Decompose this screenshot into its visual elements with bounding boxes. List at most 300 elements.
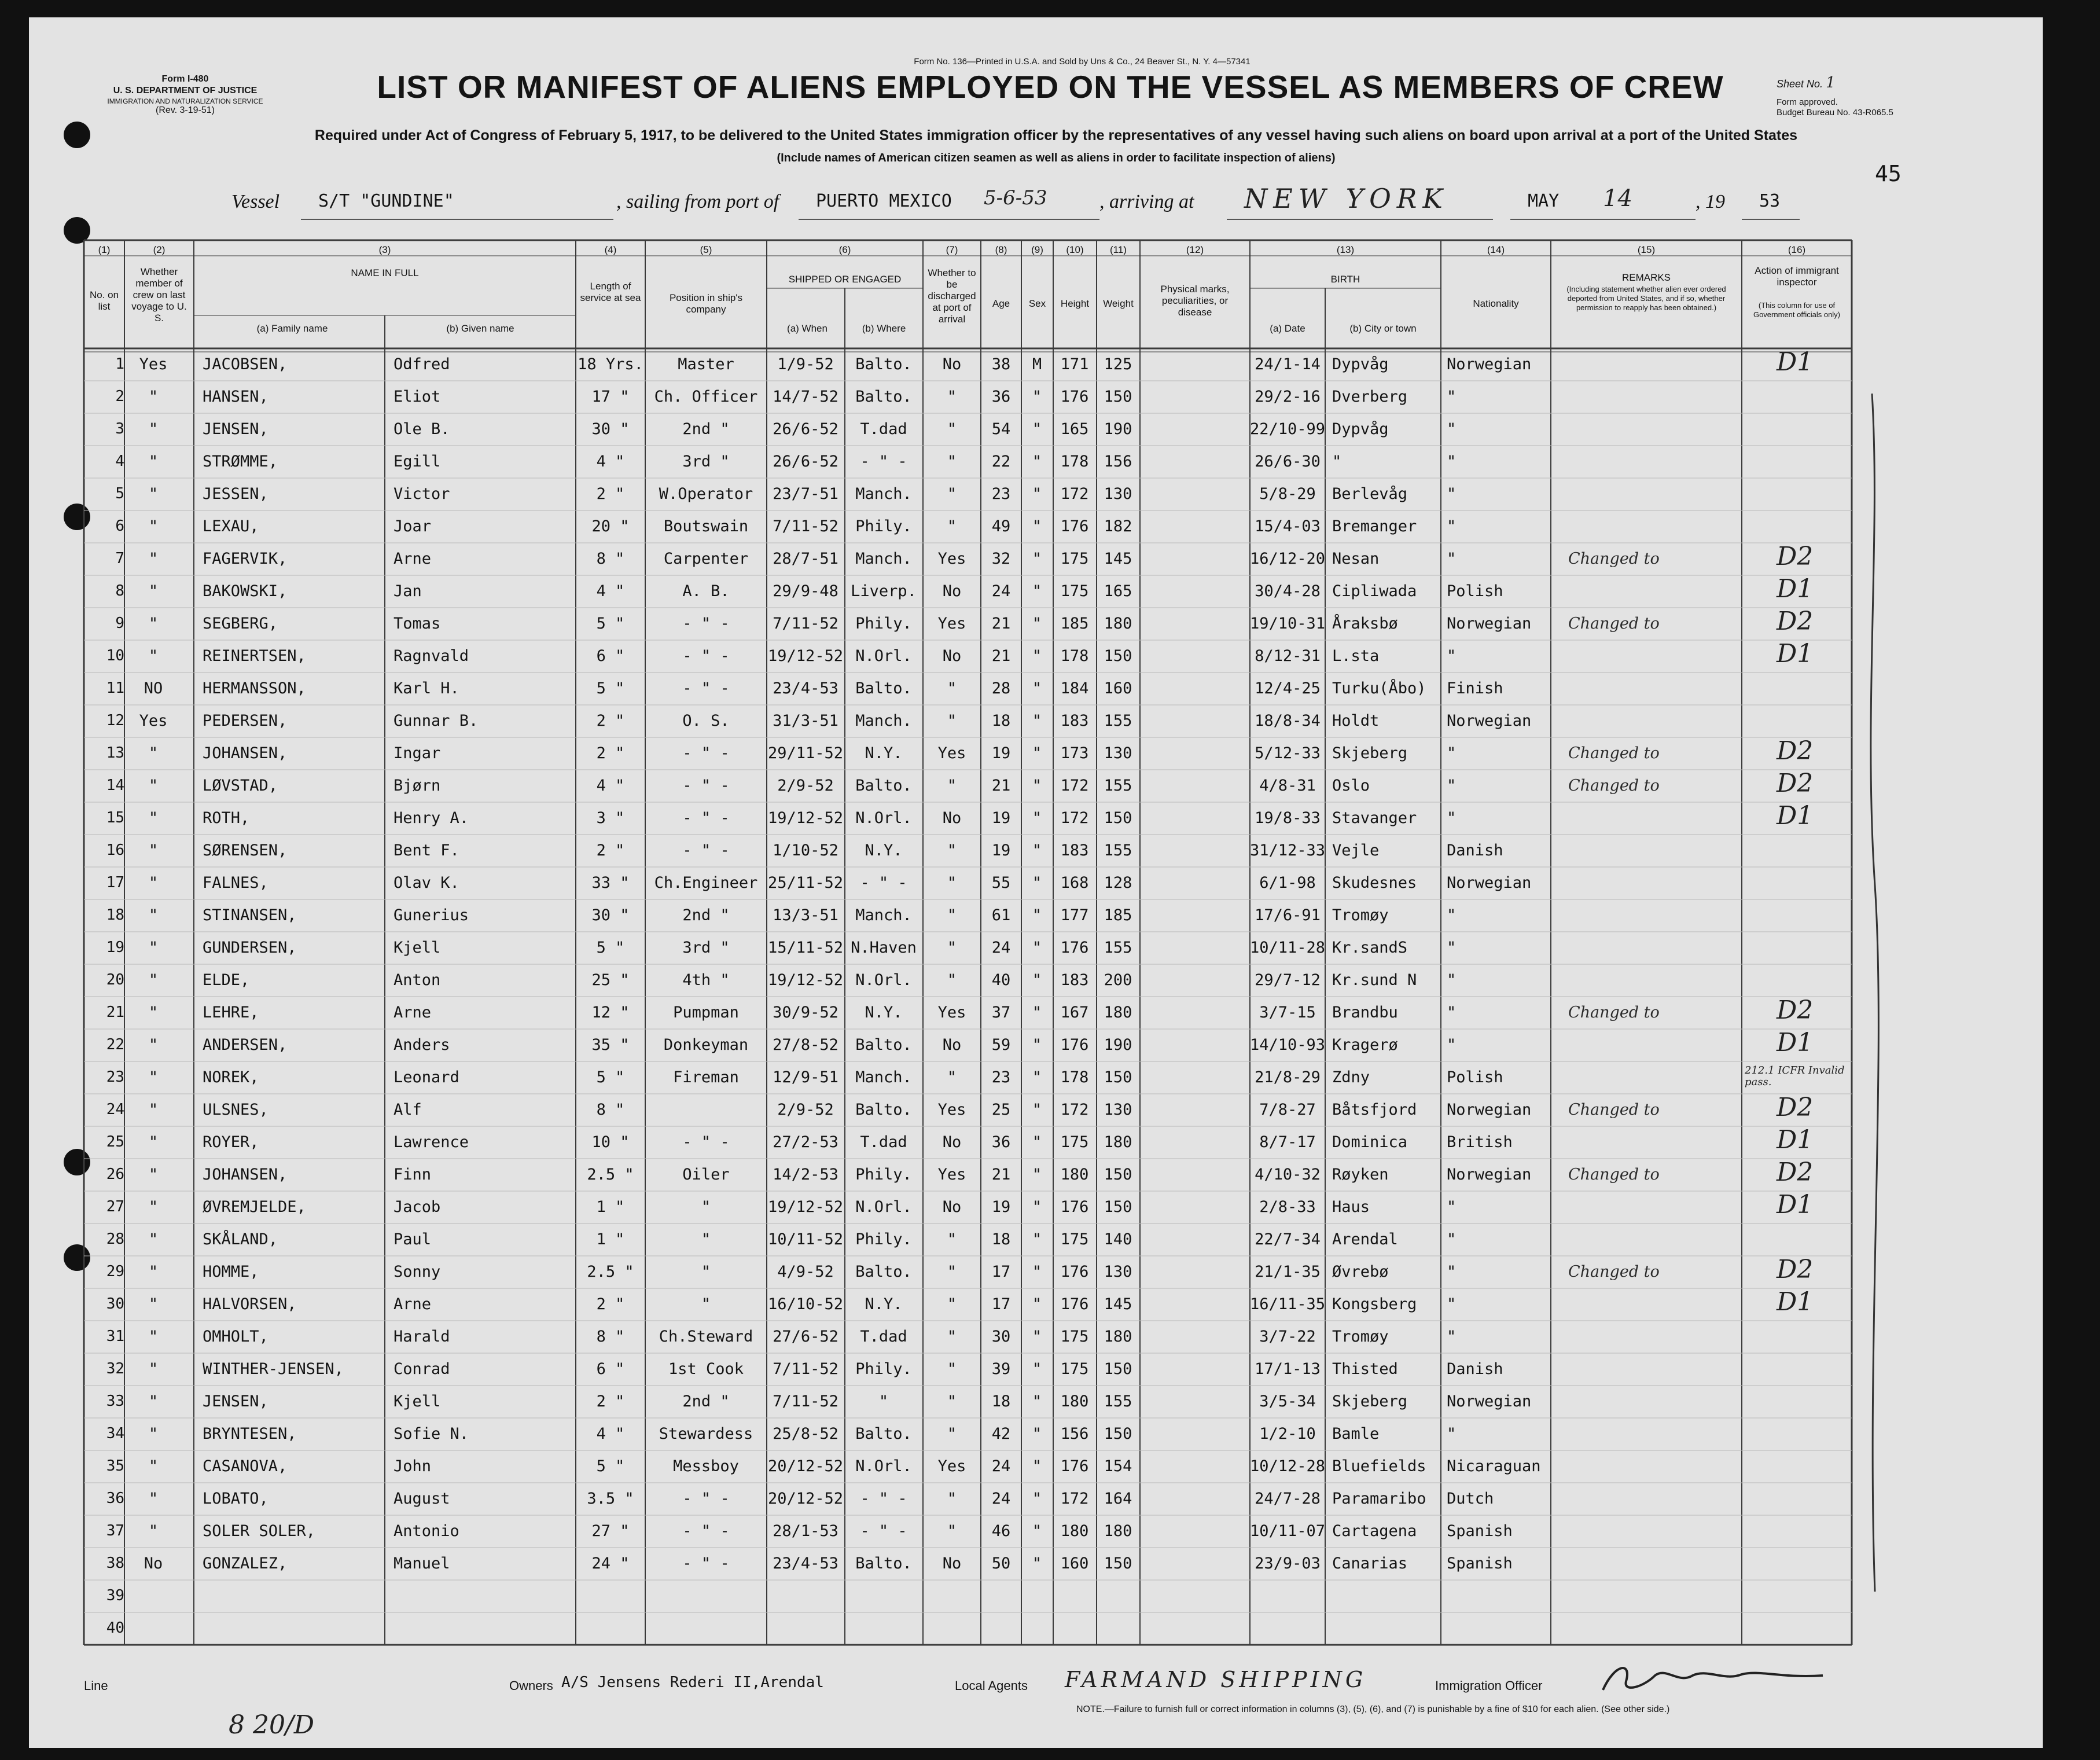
footer-officer-label: Immigration Officer [1435, 1678, 1543, 1693]
cell-sex: " [1032, 388, 1042, 406]
cell-when: 20/12-52 [767, 1457, 844, 1475]
cell-prev: " [148, 971, 159, 989]
cell-nat: Spanish [1447, 1555, 1513, 1572]
header-family-name: (a) Family name [256, 323, 328, 334]
cell-service: 4 " [596, 453, 625, 471]
cell-height: 175 [1060, 1328, 1089, 1346]
cell-when: 7/11-52 [773, 517, 838, 535]
cell-action: D1 [1777, 1028, 1814, 1057]
cell-weight: 125 [1104, 355, 1132, 373]
cell-where: N.Y. [865, 1295, 903, 1313]
cell-given: Tomas [393, 615, 441, 633]
cell-sex: " [1032, 1198, 1042, 1216]
cell-position: Ch.Steward [659, 1328, 753, 1346]
cell-bcity: Kr.sund N [1332, 971, 1417, 989]
col-num-6: (6) [838, 244, 851, 255]
arrival-year: 53 [1759, 191, 1781, 211]
cell-service: 18 Yrs. [578, 355, 643, 373]
row-number: 39 [106, 1587, 124, 1604]
cell-given: Harald [393, 1328, 450, 1346]
cell-service: 5 " [596, 1457, 625, 1475]
cell-remark: Changed to [1568, 1101, 1660, 1119]
cell-bdate: 6/1-98 [1259, 874, 1316, 892]
cell-sex: " [1032, 906, 1042, 924]
row-number: 36 [106, 1490, 124, 1507]
cell-age: 37 [991, 1004, 1011, 1022]
cell-nat: " [1447, 809, 1457, 827]
cell-given: Joar [393, 517, 432, 535]
cell-disch: Yes [937, 1166, 966, 1184]
cell-position: - " - [682, 615, 730, 633]
cell-weight: 155 [1104, 842, 1132, 859]
cell-age: 19 [991, 744, 1011, 762]
row-number: 27 [106, 1198, 124, 1215]
cell-prev: " [148, 1425, 159, 1443]
row-number: 19 [106, 939, 124, 956]
row-number: 25 [106, 1133, 124, 1151]
cell-bdate: 7/8-27 [1259, 1101, 1316, 1119]
cell-action: D2 [1777, 1093, 1814, 1122]
cell-given: Karl H. [393, 679, 459, 697]
cell-nat: " [1447, 1230, 1457, 1248]
cell-bcity: Røyken [1332, 1166, 1389, 1184]
cell-age: 23 [991, 485, 1011, 503]
cell-height: 180 [1060, 1166, 1089, 1184]
cell-action: D2 [1777, 769, 1814, 798]
cell-bdate: 8/7-17 [1259, 1133, 1316, 1151]
cell-weight: 150 [1104, 388, 1132, 406]
row-number: 4 [115, 453, 124, 470]
cell-age: 21 [991, 647, 1011, 665]
cell-weight: 150 [1104, 647, 1132, 665]
cell-age: 18 [991, 1392, 1011, 1410]
cell-when: 27/8-52 [773, 1036, 838, 1054]
cell-bdate: 1/2-10 [1259, 1425, 1316, 1443]
cell-bcity: Dominica [1332, 1133, 1408, 1151]
col-num-4: (4) [604, 244, 617, 255]
col-num-8: (8) [995, 244, 1007, 255]
cell-family: STINANSEN, [203, 906, 297, 924]
cell-service: 1 " [596, 1230, 625, 1248]
cell-where: - " - [860, 453, 907, 471]
row-number: 10 [106, 647, 124, 664]
cell-prev: Yes [139, 712, 168, 730]
cell-given: Sonny [393, 1263, 441, 1281]
cell-disch: " [947, 906, 957, 924]
cell-prev: NO [144, 679, 163, 697]
cell-where: - " - [860, 874, 907, 892]
cell-nat: " [1447, 777, 1457, 795]
cell-service: 2.5 " [587, 1166, 634, 1184]
cell-when: 2/9-52 [777, 1101, 834, 1119]
cell-where: Manch. [855, 485, 912, 503]
cell-when: 27/6-52 [773, 1328, 838, 1346]
footer-agents-label: Local Agents [955, 1678, 1028, 1693]
cell-where: Balto. [855, 679, 912, 697]
cell-service: 2 " [596, 1295, 625, 1313]
row-number: 2 [115, 388, 124, 405]
cell-action: D2 [1777, 607, 1814, 636]
row-number: 12 [106, 712, 124, 729]
header-no-on-list: No. on list [89, 289, 119, 312]
cell-where: N.Orl. [855, 971, 912, 989]
cell-height: 175 [1060, 582, 1089, 600]
cell-given: Finn [393, 1166, 432, 1184]
header-remarks: REMARKS [1621, 272, 1671, 283]
cell-family: JOHANSEN, [203, 744, 288, 762]
cell-given: Kjell [393, 939, 441, 957]
cell-position: - " - [682, 744, 730, 762]
cell-weight: 180 [1104, 615, 1132, 633]
cell-disch: " [947, 1392, 957, 1410]
cell-where: Balto. [855, 1263, 912, 1281]
col-num-7: (7) [946, 244, 958, 255]
cell-disch: Yes [937, 744, 966, 762]
cell-weight: 150 [1104, 1068, 1132, 1086]
cell-when: 1/9-52 [777, 355, 834, 373]
cell-family: ULSNES, [203, 1101, 269, 1119]
cell-weight: 156 [1104, 453, 1132, 471]
row-number: 32 [106, 1360, 124, 1377]
cell-remark: Changed to [1568, 1263, 1660, 1281]
cell-nat: " [1447, 1295, 1457, 1313]
cell-prev: " [148, 517, 159, 535]
header-where: (b) Where [862, 323, 906, 334]
cell-nat: Norwegian [1447, 874, 1532, 892]
cell-bcity: Tromøy [1332, 906, 1389, 924]
cell-age: 40 [991, 971, 1011, 989]
cell-age: 54 [991, 420, 1011, 438]
row-number: 28 [106, 1230, 124, 1248]
cell-service: 5 " [596, 615, 625, 633]
cell-sex: " [1032, 1490, 1042, 1508]
cell-bcity: Thisted [1332, 1360, 1398, 1378]
cell-prev: " [148, 420, 159, 438]
printer-line: Form No. 136—Printed in U.S.A. and Sold by Uns & Co., 24 Beaver St., N. Y. 4—57341 [914, 57, 1251, 67]
cell-family: LOBATO, [203, 1490, 269, 1508]
row-number: 24 [106, 1101, 124, 1118]
cell-nat: Polish [1447, 582, 1503, 600]
cell-age: 24 [991, 1490, 1011, 1508]
col-num-11: (11) [1110, 244, 1127, 255]
row-number: 13 [106, 744, 124, 762]
cell-position: Ch. Officer [654, 388, 758, 406]
header-shipped: SHIPPED OR ENGAGED [788, 274, 902, 285]
cell-family: HANSEN, [203, 388, 269, 406]
header-length-service: Length of service at sea [580, 281, 641, 303]
row-number: 22 [106, 1036, 124, 1053]
cell-nat: Polish [1447, 1068, 1503, 1086]
cell-weight: 180 [1104, 1522, 1132, 1540]
form-revision: (Rev. 3-19-51) [156, 105, 215, 115]
row-number: 11 [106, 679, 124, 697]
cell-service: 25 " [591, 971, 630, 989]
cell-bcity: Bamle [1332, 1425, 1380, 1443]
cell-height: 176 [1060, 388, 1089, 406]
cell-position: - " - [682, 842, 730, 859]
cell-service: 2 " [596, 744, 625, 762]
cell-when: 23/4-53 [773, 679, 838, 697]
cell-bdate: 23/9-03 [1255, 1555, 1321, 1572]
cell-prev: No [144, 1555, 163, 1572]
cell-action: D1 [1777, 1125, 1814, 1155]
cell-prev: " [148, 1101, 159, 1119]
cell-disch: " [947, 1522, 957, 1540]
cell-disch: " [947, 971, 957, 989]
cell-position: Master [678, 355, 734, 373]
row-number: 16 [106, 842, 124, 859]
cell-bcity: Bremanger [1332, 517, 1417, 535]
cell-given: Olav K. [393, 874, 459, 892]
cell-sex: " [1032, 550, 1042, 568]
row-number: 26 [106, 1166, 124, 1183]
cell-where: Phily. [855, 1230, 912, 1248]
cell-nat: " [1447, 1328, 1457, 1346]
cell-family: JOHANSEN, [203, 1166, 288, 1184]
col-num-14: (14) [1487, 244, 1505, 255]
cell-service: 6 " [596, 1360, 625, 1378]
cell-weight: 130 [1104, 1263, 1132, 1281]
cell-service: 35 " [591, 1036, 630, 1054]
cell-bcity: Haus [1332, 1198, 1370, 1216]
cell-height: 176 [1060, 1457, 1089, 1475]
cell-position: - " - [682, 1522, 730, 1540]
cell-position: 3rd " [682, 939, 730, 957]
cell-weight: 145 [1104, 1295, 1132, 1313]
cell-service: 3 " [596, 809, 625, 827]
cell-age: 21 [991, 1166, 1011, 1184]
cell-when: 26/6-52 [773, 453, 838, 471]
cell-bdate: 19/10-31 [1249, 615, 1326, 633]
cell-given: Arne [393, 1004, 432, 1022]
cell-nat: " [1447, 1198, 1457, 1216]
cell-bcity: Skudesnes [1332, 874, 1417, 892]
cell-family: ANDERSEN, [203, 1036, 288, 1054]
cell-weight: 182 [1104, 517, 1132, 535]
cell-family: OMHOLT, [203, 1328, 269, 1346]
cell-age: 30 [991, 1328, 1011, 1346]
cell-family: JACOBSEN, [203, 355, 288, 373]
cell-weight: 155 [1104, 1392, 1132, 1410]
cell-bdate: 10/11-28 [1249, 939, 1326, 957]
cell-when: 19/12-52 [767, 809, 844, 827]
cell-sex: " [1032, 1522, 1042, 1540]
cell-position: O. S. [682, 712, 730, 730]
cell-family: LØVSTAD, [203, 777, 278, 795]
header-discharged: Whether to be discharged at port of arrival [928, 267, 976, 325]
cell-bcity: Kongsberg [1332, 1295, 1417, 1313]
cell-sex: " [1032, 485, 1042, 503]
row-number: 5 [115, 485, 124, 502]
cell-given: Arne [393, 550, 432, 568]
cell-prev: " [148, 1457, 159, 1475]
cell-height: 183 [1060, 971, 1089, 989]
cell-prev: " [148, 1490, 159, 1508]
cell-disch: " [947, 712, 957, 730]
cell-weight: 140 [1104, 1230, 1132, 1248]
header-remarks-note: (Including statement whether alien ever ordered deported from United States, and if so, whether permission to reapply has been obtained.) [1566, 285, 1726, 312]
header-sex: Sex [1028, 298, 1046, 309]
cell-age: 19 [991, 842, 1011, 859]
cell-when: 23/7-51 [773, 485, 838, 503]
cell-when: 29/11-52 [767, 744, 844, 762]
cell-family: CASANOVA, [203, 1457, 288, 1475]
cell-nat: " [1447, 485, 1457, 503]
cell-position: A. B. [682, 582, 730, 600]
cell-position: - " - [682, 1490, 730, 1508]
cell-nat: Norwegian [1447, 1101, 1532, 1119]
cell-family: GONZALEZ, [203, 1555, 288, 1572]
sailing-label: , sailing from port of [616, 191, 779, 212]
row-number: 18 [106, 906, 124, 924]
cell-service: 8 " [596, 1101, 625, 1119]
cell-remark: Changed to [1568, 777, 1660, 795]
cell-sex: " [1032, 874, 1042, 892]
cell-sex: " [1032, 647, 1042, 665]
cell-weight: 164 [1104, 1490, 1132, 1508]
row-number: 14 [106, 777, 124, 794]
cell-when: 7/11-52 [773, 1360, 838, 1378]
cell-given: Egill [393, 453, 441, 471]
cell-disch: " [947, 679, 957, 697]
cell-where: - " - [860, 1522, 907, 1540]
col-num-9: (9) [1031, 244, 1043, 255]
cell-disch: No [942, 809, 962, 827]
cell-age: 25 [991, 1101, 1011, 1119]
cell-bcity: Cipliwada [1332, 582, 1417, 600]
cell-height: 183 [1060, 842, 1089, 859]
cell-weight: 150 [1104, 1198, 1132, 1216]
cell-nat: British [1447, 1133, 1513, 1151]
cell-when: 25/11-52 [767, 874, 844, 892]
cell-position: 2nd " [682, 420, 730, 438]
cell-family: FAGERVIK, [203, 550, 288, 568]
cell-sex: " [1032, 939, 1042, 957]
cell-prev: " [148, 485, 159, 503]
cell-family: GUNDERSEN, [203, 939, 297, 957]
cell-prev: " [148, 615, 159, 633]
cell-weight: 180 [1104, 1133, 1132, 1151]
cell-family: SØRENSEN, [203, 842, 288, 859]
cell-position: - " - [682, 679, 730, 697]
cell-age: 24 [991, 939, 1011, 957]
cell-where: Phily. [855, 517, 912, 535]
cell-sex: " [1032, 1295, 1042, 1313]
cell-disch: " [947, 1068, 957, 1086]
cell-given: Anders [393, 1036, 450, 1054]
cell-prev: " [148, 1360, 159, 1378]
cell-service: 5 " [596, 679, 625, 697]
cell-service: 30 " [591, 906, 630, 924]
cell-service: 20 " [591, 517, 630, 535]
row-number: 6 [115, 517, 124, 535]
cell-where: T.dad [860, 1328, 907, 1346]
cell-height: 184 [1060, 679, 1089, 697]
cell-sex: " [1032, 1230, 1042, 1248]
cell-sex: " [1032, 1392, 1042, 1410]
cell-bcity: Zdny [1332, 1068, 1370, 1086]
cell-family: ROYER, [203, 1133, 259, 1151]
cell-where: T.dad [860, 420, 907, 438]
cell-nat: " [1447, 1263, 1457, 1281]
cell-when: 28/7-51 [773, 550, 838, 568]
cell-position: W.Operator [659, 485, 753, 503]
cell-position: - " - [682, 647, 730, 665]
cell-nat: " [1447, 939, 1457, 957]
cell-when: 29/9-48 [773, 582, 838, 600]
vessel-label: Vessel [231, 191, 280, 212]
cell-weight: 150 [1104, 809, 1132, 827]
cell-nat: Danish [1447, 1360, 1503, 1378]
cell-nat: " [1447, 420, 1457, 438]
vessel-value: S/T "GUNDINE" [318, 191, 454, 211]
cell-sex: " [1032, 744, 1042, 762]
cell-given: Ingar [393, 744, 441, 762]
cell-action: D2 [1777, 542, 1814, 571]
cell-sex: " [1032, 1425, 1042, 1443]
cell-bdate: 16/12-20 [1249, 550, 1326, 568]
cell-height: 180 [1060, 1392, 1089, 1410]
cell-bdate: 3/5-34 [1259, 1392, 1316, 1410]
row-number: 1 [115, 355, 124, 373]
cell-prev: " [148, 550, 159, 568]
cell-family: ROTH, [203, 809, 250, 827]
cell-when: 23/4-53 [773, 1555, 838, 1572]
cell-bdate: 21/1-35 [1255, 1263, 1321, 1281]
cell-height: 176 [1060, 939, 1089, 957]
include-note: (Include names of American citizen seamen as well as aliens in order to facilitate inspection of aliens) [777, 152, 1336, 164]
cell-bdate: 29/2-16 [1255, 388, 1321, 406]
cell-action: D1 [1777, 574, 1814, 604]
cell-bdate: 8/12-31 [1255, 647, 1321, 665]
cell-disch: " [947, 453, 957, 471]
cell-given: Anton [393, 971, 441, 989]
cell-weight: 185 [1104, 906, 1132, 924]
cell-given: Paul [393, 1230, 432, 1248]
cell-position: 2nd " [682, 1392, 730, 1410]
cell-bdate: 5/8-29 [1259, 485, 1316, 503]
header-birth: BIRTH [1330, 274, 1360, 285]
cell-height: 175 [1060, 1360, 1089, 1378]
cell-family: HOMME, [203, 1263, 259, 1281]
cell-given: Bent F. [393, 842, 459, 859]
row-number: 3 [115, 420, 124, 438]
cell-age: 17 [991, 1263, 1011, 1281]
cell-bdate: 24/7-28 [1255, 1490, 1321, 1508]
cell-given: Sofie N. [393, 1425, 469, 1443]
header-when: (a) When [787, 323, 828, 334]
cell-family: SKÅLAND, [203, 1230, 278, 1248]
cell-service: 17 " [591, 388, 630, 406]
cell-bdate: 3/7-15 [1259, 1004, 1316, 1022]
cell-bdate: 30/4-28 [1255, 582, 1321, 600]
cell-nat: Nicaraguan [1447, 1457, 1541, 1475]
cell-disch: No [942, 355, 962, 373]
cell-weight: 130 [1104, 1101, 1132, 1119]
cell-prev: " [148, 744, 159, 762]
cell-position: Donkeyman [663, 1036, 749, 1054]
cell-weight: 155 [1104, 939, 1132, 957]
cell-bdate: 4/8-31 [1259, 777, 1316, 795]
row-number: 7 [115, 550, 124, 567]
cell-prev: " [148, 939, 159, 957]
cell-prev: " [148, 1295, 159, 1313]
cell-disch: Yes [937, 550, 966, 568]
cell-disch: " [947, 1295, 957, 1313]
cell-sex: " [1032, 615, 1042, 633]
cell-age: 36 [991, 1133, 1011, 1151]
cell-bcity: Paramaribo [1332, 1490, 1426, 1508]
